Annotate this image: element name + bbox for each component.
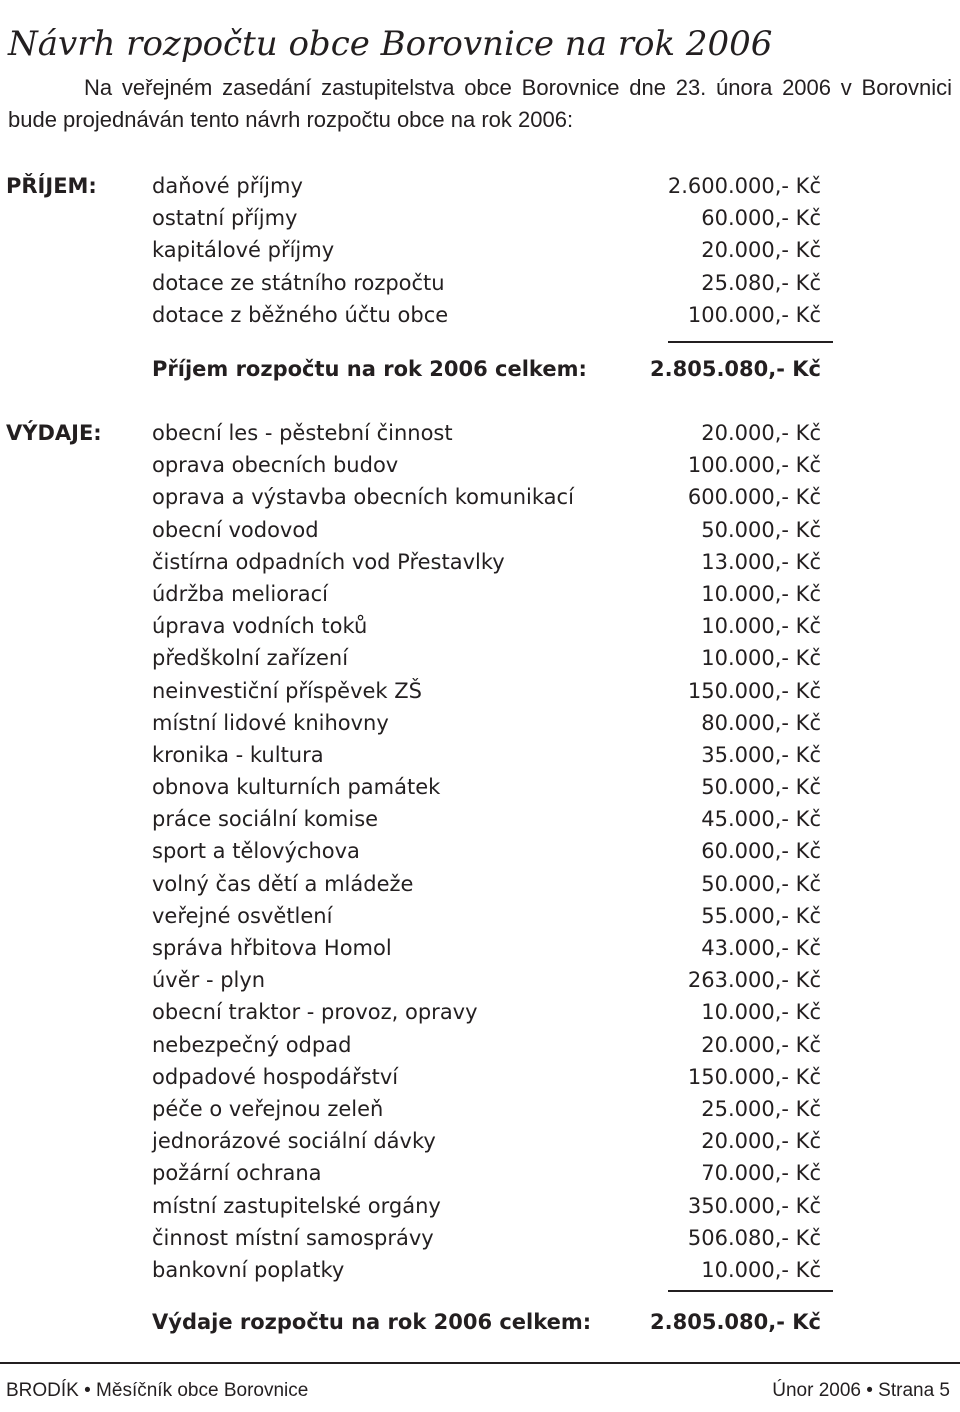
income-item-amount: 20.000,- Kč [701, 238, 821, 263]
expense-row [0, 932, 960, 964]
expense-item-amount: 150.000,- Kč [687, 1064, 821, 1089]
expense-row [0, 739, 960, 771]
income-item-name: dotace ze státního rozpočtu [152, 270, 445, 295]
income-item-name: dotace z běžného účtu obce [152, 302, 449, 327]
expense-item-amount: 55.000,- Kč [701, 903, 821, 928]
expenses-total-label: Výdaje rozpočtu na rok 2006 celkem: [152, 1310, 592, 1334]
expense-row [0, 1190, 960, 1222]
expense-item-name: péče o veřejnou zeleň [152, 1096, 384, 1121]
intro-paragraph [8, 72, 952, 136]
expense-item-amount: 70.000,- Kč [701, 1161, 821, 1186]
income-item-amount: 25.080,- Kč [701, 270, 821, 295]
expense-item-name: obecní vodovod [152, 517, 319, 542]
expense-row [0, 1157, 960, 1189]
expense-item-name: nebezpečný odpad [152, 1032, 352, 1057]
expense-item-amount: 10.000,- Kč [701, 1000, 821, 1025]
expense-item-name: neinvestiční příspěvek ZŠ [152, 678, 422, 703]
expense-item-name: požární ochrana [152, 1161, 322, 1186]
expense-row [0, 514, 960, 546]
expense-item-name: údržba meliorací [152, 581, 328, 606]
expense-item-amount: 100.000,- Kč [687, 453, 821, 478]
expense-item-amount: 35.000,- Kč [701, 742, 821, 767]
expense-item-name: oprava a výstavba obecních komunikací [152, 485, 574, 510]
expense-item-amount: 50.000,- Kč [701, 775, 821, 800]
expense-item-amount: 45.000,- Kč [701, 807, 821, 832]
expense-row [0, 964, 960, 996]
expense-item-name: jednorázové sociální dávky [152, 1129, 436, 1154]
expense-item-name: místní zastupitelské orgány [152, 1193, 441, 1218]
expense-item-amount: 13.000,- Kč [701, 549, 821, 574]
footer-divider [0, 1362, 960, 1364]
expense-item-name: úvěr - plyn [152, 968, 266, 993]
expense-row [0, 868, 960, 900]
footer [6, 1376, 950, 1406]
expense-row [0, 996, 960, 1028]
expense-item-amount: 263.000,- Kč [687, 968, 821, 993]
expense-row [0, 1061, 960, 1093]
income-item-amount: 2.600.000,- Kč [667, 174, 821, 198]
page-title: Návrh rozpočtu obce Borovnice na rok 2006 [8, 23, 773, 64]
income-label: PŘÍJEM: [6, 174, 97, 198]
expense-row [0, 900, 960, 932]
expense-row [0, 675, 960, 707]
expense-row [0, 578, 960, 610]
income-list [0, 170, 960, 331]
expense-item-name: odpadové hospodářství [152, 1064, 399, 1089]
income-item-name: kapitálové příjmy [152, 238, 335, 263]
expense-item-amount: 20.000,- Kč [701, 421, 821, 445]
expense-item-amount: 150.000,- Kč [687, 678, 821, 703]
footer-publication: BRODÍK • Měsíčník obce Borovnice [6, 1380, 309, 1401]
income-row [0, 202, 960, 234]
expense-row [0, 481, 960, 513]
expense-item-amount: 60.000,- Kč [701, 839, 821, 864]
expense-row [0, 449, 960, 481]
expense-item-name: místní lidové knihovny [152, 710, 389, 735]
income-total-label: Příjem rozpočtu na rok 2006 celkem: [152, 357, 587, 381]
expense-row [0, 1029, 960, 1061]
footer-page-info: Únor 2006 • Strana 5 [772, 1380, 950, 1401]
expense-item-amount: 10.000,- Kč [701, 614, 821, 639]
expense-item-name: bankovní poplatky [152, 1257, 345, 1282]
expense-item-name: veřejné osvětlení [152, 903, 333, 928]
income-row [0, 299, 960, 331]
expense-item-name: obecní traktor - provoz, opravy [152, 1000, 478, 1025]
intro-text: Na veřejném zasedání zastupitelstva obce Borovnice dne 23. února 2006 v Borovnici bude projednáván tento návrh rozpočtu obce na rok 2006: [8, 75, 952, 132]
income-row [0, 234, 960, 266]
expense-row [0, 707, 960, 739]
income-item-amount: 60.000,- Kč [701, 206, 821, 231]
expense-item-amount: 43.000,- Kč [701, 936, 821, 960]
expense-row [0, 1093, 960, 1125]
expense-item-amount: 20.000,- Kč [701, 1129, 821, 1154]
expense-item-amount: 50.000,- Kč [701, 871, 821, 896]
income-item-name: ostatní příjmy [152, 206, 298, 231]
expense-item-name: sport a tělovýchova [152, 839, 360, 864]
expense-item-amount: 80.000,- Kč [701, 710, 821, 735]
expense-row [0, 771, 960, 803]
expense-item-amount: 10.000,- Kč [701, 581, 821, 606]
income-row [0, 267, 960, 299]
income-total-row [0, 353, 960, 385]
expense-item-name: oprava obecních budov [152, 453, 399, 478]
expense-item-amount: 10.000,- Kč [701, 646, 821, 671]
expenses-list [0, 417, 960, 1286]
expenses-total-amount: 2.805.080,- Kč [650, 1310, 821, 1334]
expense-row [0, 1222, 960, 1254]
income-total-amount: 2.805.080,- Kč [650, 357, 821, 381]
expense-item-name: úprava vodních toků [152, 614, 368, 639]
expense-item-name: činnost místní samosprávy [152, 1225, 434, 1250]
expense-row [0, 642, 960, 674]
expense-item-name: volný čas dětí a mládeže [152, 871, 414, 896]
expense-item-name: obecní les - pěstební činnost [152, 421, 453, 445]
expense-row [0, 1125, 960, 1157]
expense-item-amount: 350.000,- Kč [687, 1193, 821, 1218]
expense-item-amount: 25.000,- Kč [701, 1096, 821, 1121]
expense-item-amount: 10.000,- Kč [701, 1257, 821, 1282]
expense-row [0, 803, 960, 835]
expense-row [0, 610, 960, 642]
expense-item-name: práce sociální komise [152, 807, 379, 832]
expense-row [0, 835, 960, 867]
expenses-sum-rule [668, 1290, 833, 1292]
expense-item-amount: 50.000,- Kč [701, 517, 821, 542]
income-item-amount: 100.000,- Kč [687, 302, 821, 327]
expense-item-amount: 506.080,- Kč [687, 1225, 821, 1250]
expense-item-name: kronika - kultura [152, 742, 324, 767]
expense-item-name: správa hřbitova Homol [152, 936, 392, 960]
income-item-name: daňové příjmy [152, 174, 303, 198]
expense-item-amount: 20.000,- Kč [701, 1032, 821, 1057]
expense-item-name: čistírna odpadních vod Přestavlky [152, 549, 505, 574]
expenses-label: VÝDAJE: [6, 421, 102, 445]
income-sum-rule [668, 341, 833, 343]
expenses-total-row [0, 1306, 960, 1338]
expense-row [0, 546, 960, 578]
income-row [0, 170, 960, 202]
expense-item-amount: 600.000,- Kč [687, 485, 821, 510]
expense-row [0, 417, 960, 449]
expense-item-name: obnova kulturních památek [152, 775, 441, 800]
expense-item-name: předškolní zařízení [152, 646, 349, 671]
expense-row [0, 1254, 960, 1286]
